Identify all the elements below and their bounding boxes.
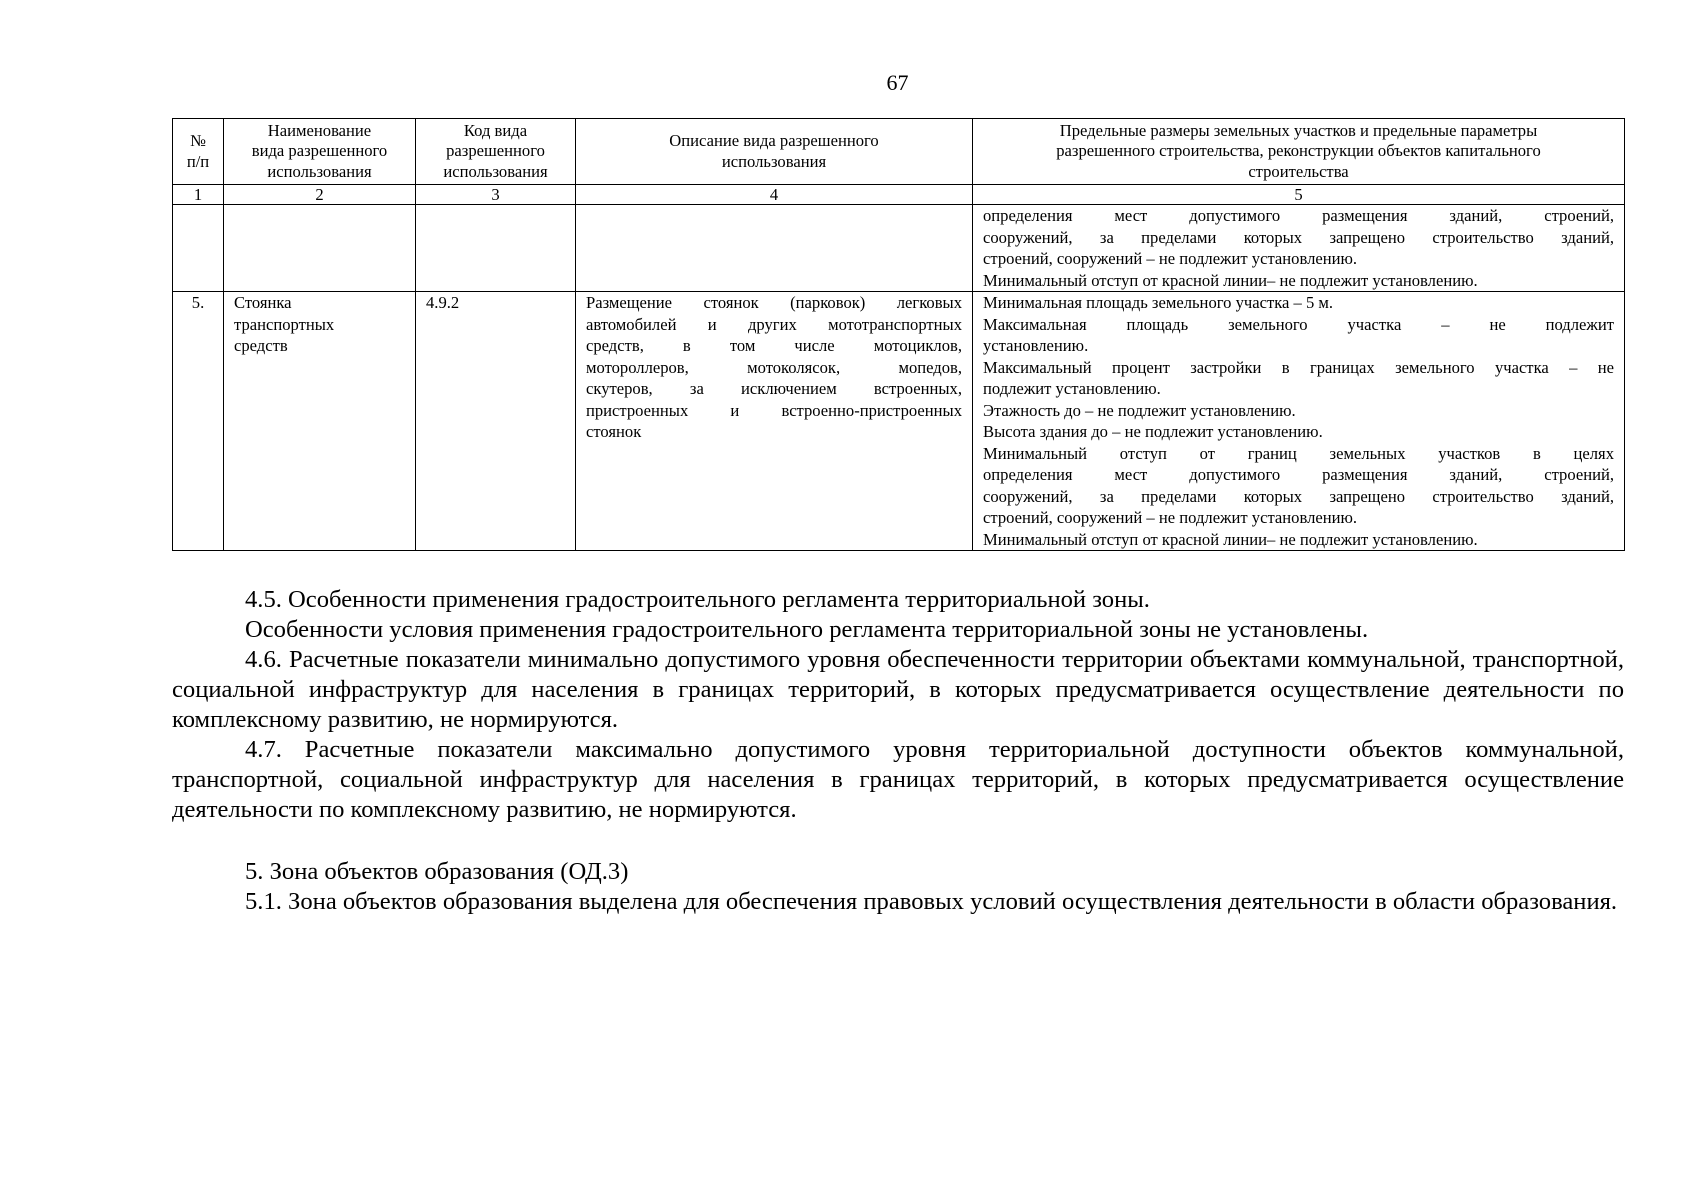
section-5-heading: 5. Зона объектов образования (ОД.3) <box>245 858 629 885</box>
page-number: 67 <box>886 70 909 95</box>
cell-use-name: Стоянка транспортных средств <box>224 292 416 551</box>
paragraph-5-1: 5.1. Зона объектов образования выделена для обеспечения правовых условий осуществления деятельности в области образования. <box>245 888 1618 915</box>
table-row-continuation <box>173 205 1625 292</box>
cell-empty <box>224 205 416 292</box>
table-row <box>173 292 1625 551</box>
paragraph-4-5-detail: Особенности условия применения градостроительного регламента территориальной зоны не установлены. <box>245 616 1369 643</box>
col-number-1: 1 <box>173 185 224 205</box>
paragraph-4-7: 4.7. Расчетные показатели максимально допустимого уровня территориальной доступности объектов коммунальной, транспортной, социальной инфраструктур для населения в границах территорий, в которых предусматривается осуществление деятельности по комплексному развитию, не нормируются. <box>172 736 1624 823</box>
table-header-row <box>173 119 1625 185</box>
regulation-table <box>172 118 1625 551</box>
header-col-code: Код вида разрешенного использования <box>416 119 576 185</box>
cell-empty <box>416 205 576 292</box>
col-number-3: 3 <box>416 185 576 205</box>
cell-use-params: Минимальная площадь земельного участка – 5 м. Максимальная площадь земельного участка – не подлежит установлению. Максимальный процент застройки в границах земельного участка – не подлежит установлению. Этажность до – не подлежит установлению. Высота здания до – не подлежит установлению. Минимальный отступ от границ земельных участков в целях определения мест допустимого размещения зданий, строений, сооружений, за пределами которых запрещено строительство зданий, строений, сооружений – не подлежит установлению. Минимальный отступ от красной линии– не подлежит установлению. <box>973 292 1625 551</box>
col-number-5: 5 <box>973 185 1625 205</box>
cell-empty <box>576 205 973 292</box>
cell-params-continuation: определения мест допустимого размещения зданий, строений, сооружений, за пределами которых запрещено строительство зданий, строений, сооружений – не подлежит установлению. Минимальный отступ от красной линии– не подлежит установлению. <box>973 205 1625 292</box>
col-number-4: 4 <box>576 185 973 205</box>
header-col-name: Наименование вида разрешенного использования <box>224 119 416 185</box>
cell-use-code: 4.9.2 <box>416 292 576 551</box>
body-text-section-5 <box>172 857 1624 917</box>
header-col-description: Описание вида разрешенного использования <box>576 119 973 185</box>
cell-empty <box>173 205 224 292</box>
col-number-2: 2 <box>224 185 416 205</box>
paragraph-4-6: 4.6. Расчетные показатели минимально допустимого уровня обеспеченности территории объектами коммунальной, транспортной, социальной инфраструктур для населения в границах территорий, в которых предусматривается осуществление деятельности по комплексному развитию, не нормируются. <box>172 646 1624 733</box>
paragraph-4-5: 4.5. Особенности применения градостроительного регламента территориальной зоны. <box>245 586 1150 613</box>
cell-row-number: 5. <box>173 292 224 551</box>
body-text-section-4 <box>172 585 1624 825</box>
header-col-number: № п/п <box>173 119 224 185</box>
header-col-params: Предельные размеры земельных участков и предельные параметры разрешенного строительства, реконструкции объектов капитального строительства <box>973 119 1625 185</box>
cell-use-description: Размещение стоянок (парковок) легковых автомобилей и других мототранспортных средств, в том числе мотоциклов, мотороллеров, мотоколясок, мопедов, скутеров, за исключением встроенных, пристроенных и встроенно-пристроенных стоянок <box>576 292 973 551</box>
table-column-numbers-row <box>173 185 1625 205</box>
